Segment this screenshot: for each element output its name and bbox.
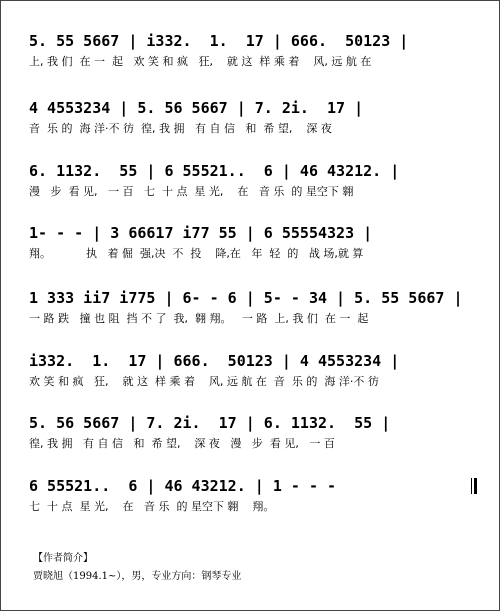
- lyric-line: 徨, 我 拥 有 自 信 和 希 望, 深 夜 漫 步 看 见, 一 百: [29, 437, 335, 450]
- lyric-line: 欢 笑 和 疯 狂, 就 这 样 乘 着 风, 远 航 在 音 乐 的 海 洋·不 彷: [29, 375, 379, 388]
- notation-line: 1- - - | 3 66617 i77 55 | 6 55554323 |: [29, 224, 373, 242]
- notation-line: 4 4553234 | 5. 56 5667 | 7. 2i. 17 |: [29, 99, 364, 117]
- final-barline: [471, 478, 476, 494]
- lyric-line: 一 路 跌 撞 也 阻 挡 不 了 我, 翱 翔。 一 路 上, 我 们 在 一 起: [29, 312, 369, 325]
- lyric-line: 漫 步 看 见, 一 百 七 十 点 星 光, 在 音 乐 的 星空下 翱: [29, 185, 354, 198]
- author-bio: 贾晓旭（1994.1~），男，专业方向：钢琴专业: [33, 571, 242, 582]
- notation-line: 5. 56 5667 | 7. 2i. 17 | 6. 1132. 55 |: [29, 414, 391, 432]
- lyric-line: 七 十 点 星 光, 在 音 乐 的 星空下 翱 翔。: [29, 500, 275, 513]
- lyric-line: 上, 我 们 在 一 起 欢 笑 和 疯 狂, 就 这 样 乘 着 风, 远 航 在: [29, 55, 372, 68]
- notation-line: i332. 1. 17 | 666. 50123 | 4 4553234 |: [29, 352, 400, 370]
- notation-line: 6. 1132. 55 | 6 55521.. 6 | 46 43212. |: [29, 162, 400, 180]
- lyric-line: 翔。 执 着 倔 强,决 不 投 降,在 年 轻 的 战 场,就 算: [29, 247, 364, 260]
- author-section-title: 【作者简介】: [33, 553, 93, 564]
- notation-line: 1 333 ii7 i775 | 6- - 6 | 5- - 34 | 5. 55 5667 |: [29, 289, 463, 307]
- notation-line: 5. 55 5667 | i332. 1. 17 | 666. 50123 |: [29, 32, 409, 50]
- lyric-line: 音 乐 的 海 洋·不 彷 徨, 我 拥 有 自 信 和 希 望, 深 夜: [29, 122, 332, 135]
- notation-line: 6 55521.. 6 | 46 43212. | 1 - - -: [29, 477, 337, 495]
